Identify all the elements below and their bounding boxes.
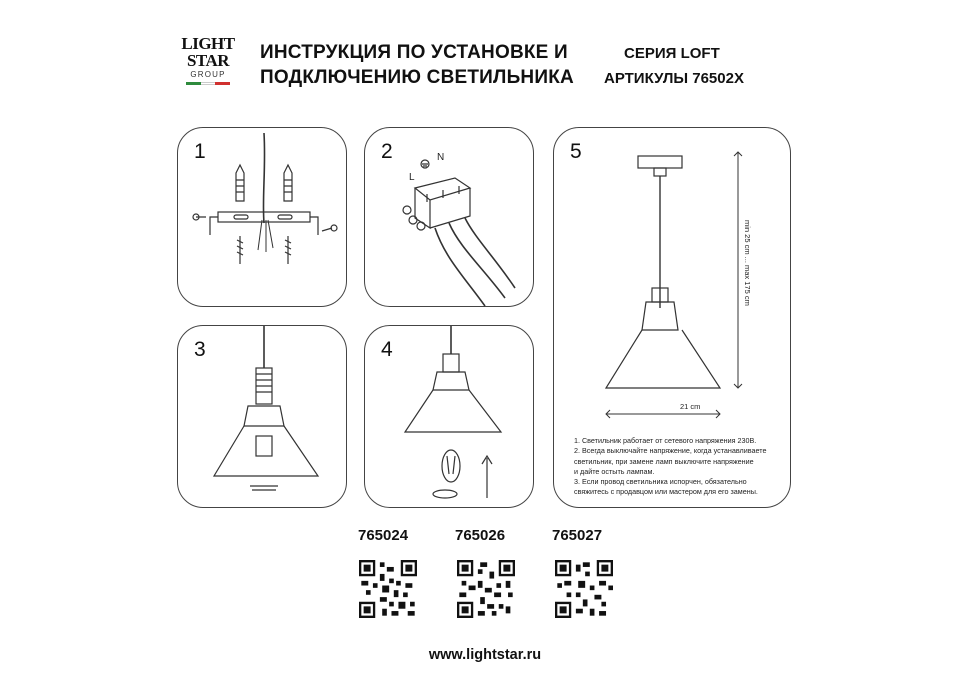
article-code-1: 765024 [358, 527, 409, 544]
safety-notes [574, 436, 789, 498]
brand-logo [180, 35, 236, 97]
series-label: СЕРИЯ LOFT [624, 45, 720, 62]
page-title [260, 40, 574, 90]
lamp-socket-illustration [178, 326, 348, 509]
note-line: светильник, при замене ламп выключите напряжение [574, 456, 754, 466]
article-code-2: 765026 [455, 527, 506, 544]
articles-label: АРТИКУЛЫ 76502X [604, 70, 744, 87]
terminal-block-illustration [365, 128, 535, 308]
logo-line3: GROUP [190, 70, 226, 79]
note-line: 3. Если провод светильника испорчен, обязательно [574, 477, 747, 487]
qr-code-icon[interactable] [359, 560, 417, 618]
label-l: L [409, 172, 415, 183]
logo-line1: LIGHT [181, 34, 235, 53]
mounting-bracket-illustration [178, 128, 348, 308]
note-line: 1. Светильник работает от сетевого напряжения 230В. [574, 436, 757, 445]
step-3-panel [177, 325, 347, 508]
title-line1: ИНСТРУКЦИЯ ПО УСТАНОВКЕ И [260, 42, 568, 63]
bulb-installation-illustration [365, 326, 535, 509]
step-number: 3 [194, 338, 206, 361]
note-line: 2. Всегда выключайте напряжение, когда устанавливаете [574, 446, 767, 456]
title-line2: ПОДКЛЮЧЕНИЮ СВЕТИЛЬНИКА [260, 67, 574, 88]
step-1-panel [177, 127, 347, 307]
italian-flag-icon [186, 82, 230, 85]
qr-code-icon[interactable] [457, 560, 515, 618]
height-label: min 25 cm ... max 175 cm [743, 220, 752, 306]
step-number: 4 [381, 338, 393, 361]
width-label: 21 cm [680, 402, 701, 411]
article-code-3: 765027 [552, 527, 603, 544]
label-n: N [437, 152, 445, 163]
website-link[interactable]: www.lightstar.ru [428, 647, 542, 663]
step-4-panel [364, 325, 534, 508]
step-number: 5 [570, 140, 582, 163]
step-2-panel [364, 127, 534, 307]
qr-code-icon[interactable] [555, 560, 613, 618]
step-number: 2 [381, 140, 393, 163]
series-info [604, 41, 744, 91]
logo-line2: STAR [186, 51, 230, 70]
note-line: свяжитесь с продавцом или мастером для его замены. [574, 487, 758, 497]
step-number: 1 [194, 140, 206, 163]
note-line: и дайте остыть лампам. [574, 466, 655, 476]
